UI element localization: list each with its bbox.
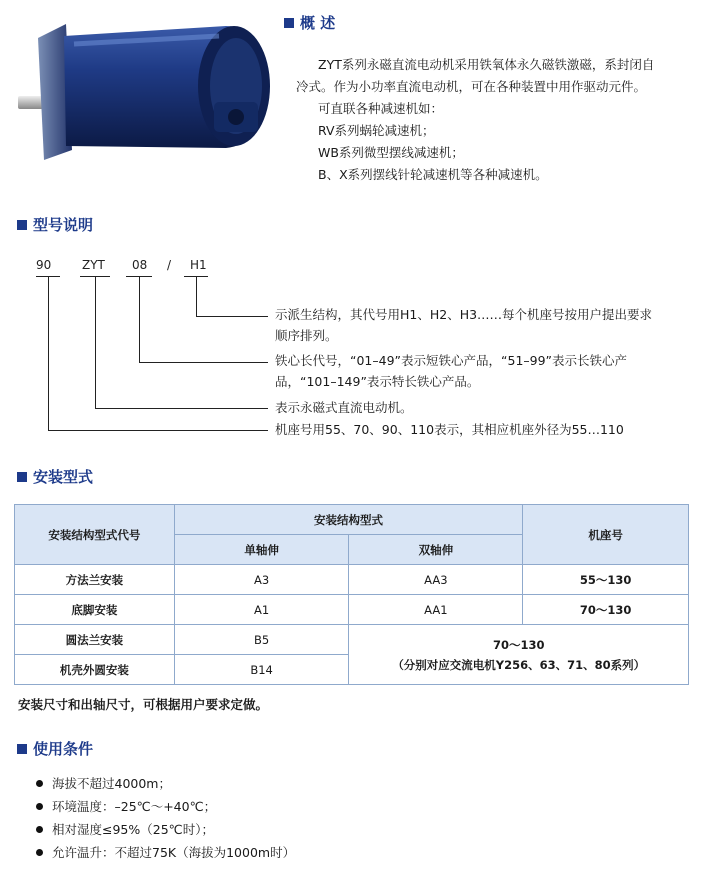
section-square-icon [284, 18, 294, 28]
row-double: AA3 [349, 565, 523, 595]
motor-image [14, 14, 284, 164]
row-single: A3 [174, 565, 349, 595]
overview-line: ZYT系列永磁直流电动机采用铁氧体永久磁铁激磁，系封闭自 [318, 57, 655, 72]
overview-line: 可直联各种减速机如： [318, 101, 444, 116]
code-core: 08 [132, 258, 148, 272]
row-frame: 55～130 [523, 565, 689, 595]
leader-line [139, 276, 140, 362]
code-frame: 90 [36, 258, 52, 272]
table-row [15, 565, 689, 595]
row-double: AA1 [349, 595, 523, 625]
leader-line [95, 276, 96, 408]
legend-type: 表示永磁式直流电动机。 [275, 400, 413, 415]
merged-frame-cell: 70～130 （分别对应交流电机Y256、63、71、80系列） [349, 625, 689, 685]
row-frame: 70～130 [523, 595, 689, 625]
table-row [15, 595, 689, 625]
legend-core: 铁心长代号，“01–49”表示短铁心产品，“51–99”表示长铁心产 品，“101–149”表示特长铁心产品。 [275, 353, 628, 389]
leader-line [95, 408, 268, 409]
header-single: 单轴伸 [174, 535, 349, 565]
row-single: A1 [174, 595, 349, 625]
section-square-icon [17, 472, 27, 482]
section-square-icon [17, 220, 27, 230]
header-code: 安装结构型式代号 [15, 505, 175, 565]
row-name: 底脚安装 [15, 595, 175, 625]
bullet-icon [36, 826, 43, 833]
code-type: ZYT [82, 258, 105, 272]
leader-line [196, 276, 197, 316]
install-table [14, 504, 689, 685]
section-square-icon [17, 744, 27, 754]
row-single: B5 [174, 625, 349, 655]
header-frame: 机座号 [523, 505, 689, 565]
header-group: 安装结构型式 [174, 505, 522, 535]
table-row [15, 625, 689, 655]
leader-line [48, 430, 268, 431]
code-slash: / [167, 258, 172, 272]
list-item: 允许温升：不超过75K（海拔为1000m时） [36, 841, 295, 864]
list-item: 海拔不超过4000m； [36, 772, 295, 795]
list-item: 环境温度：–25℃～+40℃； [36, 795, 295, 818]
row-single: B14 [174, 655, 349, 685]
legend-derived: 示派生结构，其代号用H1、H2、H3……每个机座号按用户提出要求 顺序排列。 [275, 307, 653, 343]
conditions-list [36, 772, 295, 864]
model-title: 型号说明 [17, 214, 93, 235]
leader-line [139, 362, 268, 363]
legend-frame: 机座号用55、70、90、110表示，其相应机座外径为55…110 [275, 422, 624, 437]
leader-line [48, 276, 49, 430]
overview-line: 冷式。作为小功率直流电动机，可在各种装置中用作驱动元件。 [296, 79, 647, 94]
overview-title: 概 述 [284, 12, 335, 33]
code-derived: H1 [190, 258, 207, 272]
list-item: 相对湿度≤95%（25℃时）； [36, 818, 295, 841]
bullet-icon [36, 803, 43, 810]
install-title: 安装型式 [17, 466, 93, 487]
bullet-icon [36, 849, 43, 856]
header-double: 双轴伸 [349, 535, 523, 565]
overview-line: RV系列蜗轮减速机； [318, 123, 435, 138]
overview-line: B、X系列摆线针轮减速机等各种减速机。 [318, 167, 548, 182]
row-name: 圆法兰安装 [15, 625, 175, 655]
overview-line: WB系列微型摆线减速机； [318, 145, 464, 160]
install-note: 安装尺寸和出轴尺寸，可根据用户要求定做。 [18, 697, 269, 712]
overview-text [296, 54, 696, 186]
row-name: 机壳外圆安装 [15, 655, 175, 685]
conditions-title: 使用条件 [17, 738, 93, 759]
bullet-icon [36, 780, 43, 787]
leader-line [196, 316, 268, 317]
row-name: 方法兰安装 [15, 565, 175, 595]
